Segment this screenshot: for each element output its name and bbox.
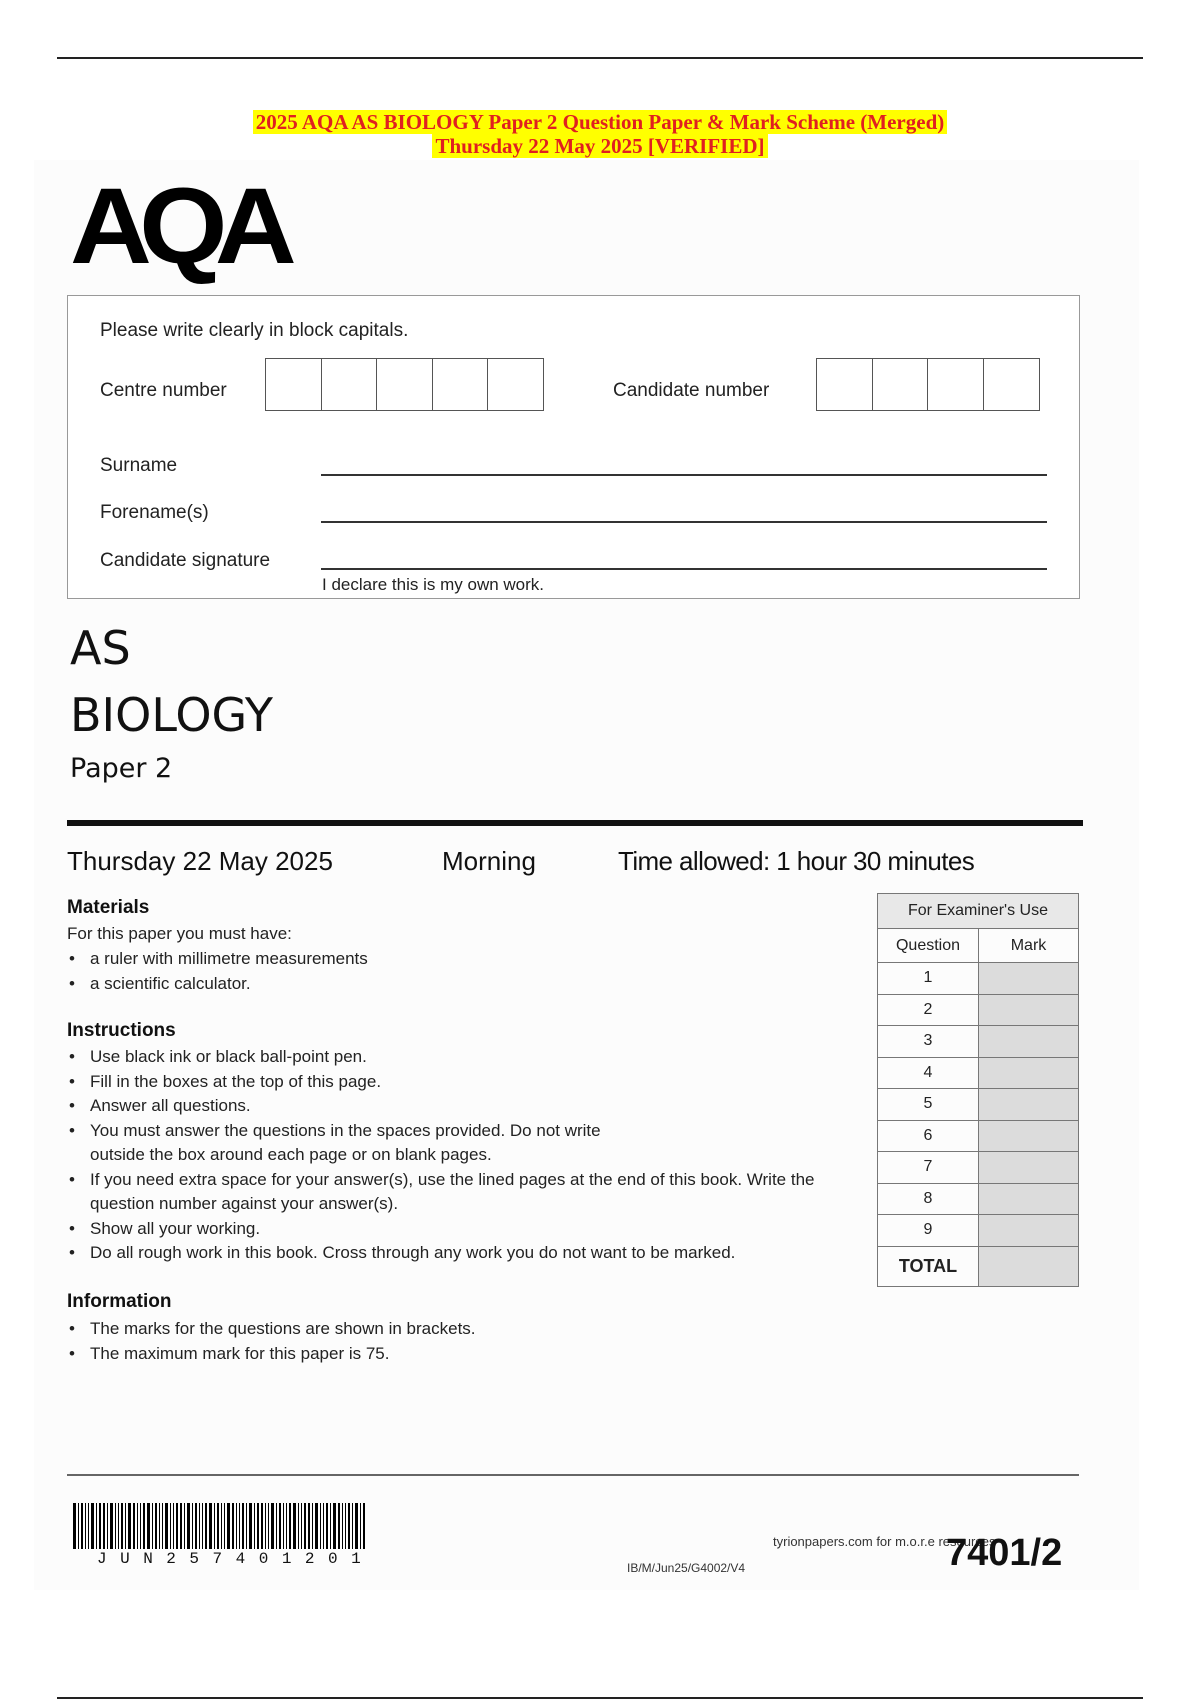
subject-name: BIOLOGY <box>70 688 273 742</box>
subject-level: AS <box>70 621 131 675</box>
paper-number: Paper 2 <box>70 753 173 784</box>
mark-column-header: Mark <box>979 929 1079 963</box>
barcode <box>73 1503 455 1549</box>
list-item: • The maximum mark for this paper is 75. <box>67 1342 867 1367</box>
surname-label: Surname <box>100 455 178 476</box>
centre-digit-box[interactable] <box>487 358 544 411</box>
total-mark-cell[interactable] <box>979 1246 1079 1286</box>
question-number: 9 <box>878 1215 979 1247</box>
mark-cell[interactable] <box>979 994 1079 1026</box>
centre-digit-box[interactable] <box>376 358 433 411</box>
signature-label: Candidate signature <box>100 550 271 571</box>
table-row <box>878 1120 1079 1152</box>
question-number: 8 <box>878 1183 979 1215</box>
instructions-list <box>67 1045 867 1266</box>
top-rule <box>57 57 1143 59</box>
bottom-rule <box>57 1697 1143 1699</box>
footer-rule <box>67 1474 1079 1476</box>
list-item: • Do all rough work in this book. Cross through any work you do not want to be marked. <box>67 1241 867 1266</box>
mark-cell[interactable] <box>979 1152 1079 1184</box>
paper-reference: IB/M/Jun25/G4002/V4 <box>627 1561 746 1575</box>
title-banner <box>0 110 1200 158</box>
information-heading: Information <box>67 1291 172 1312</box>
candidate-number-boxes[interactable] <box>816 358 1038 411</box>
mark-cell[interactable] <box>979 1183 1079 1215</box>
mark-cell[interactable] <box>979 963 1079 995</box>
time-allowed: Time allowed: 1 hour 30 minutes <box>618 846 975 876</box>
centre-number-label: Centre number <box>100 380 227 401</box>
centre-digit-box[interactable] <box>321 358 378 411</box>
question-number: 1 <box>878 963 979 995</box>
question-number: 7 <box>878 1152 979 1184</box>
list-item: • Fill in the boxes at the top of this page. <box>67 1070 867 1095</box>
centre-digit-box[interactable] <box>265 358 322 411</box>
mark-cell[interactable] <box>979 1057 1079 1089</box>
list-item: • You must answer the questions in the spaces provided. Do not write outside the box around each page or on blank pages. <box>67 1119 657 1168</box>
signature-field[interactable] <box>321 568 1047 570</box>
list-item: • Use black ink or black ball-point pen. <box>67 1045 867 1070</box>
candidate-digit-box[interactable] <box>816 358 873 411</box>
question-number: 4 <box>878 1057 979 1089</box>
total-label: TOTAL <box>878 1246 979 1286</box>
candidate-number-label: Candidate number <box>613 380 770 401</box>
table-row <box>878 1215 1079 1247</box>
paper-code: 7401/2 <box>946 1532 1063 1574</box>
question-number: 6 <box>878 1120 979 1152</box>
candidate-digit-box[interactable] <box>983 358 1040 411</box>
list-item: • a ruler with millimetre measurements <box>67 947 867 972</box>
forename-field[interactable] <box>321 521 1047 523</box>
surname-field[interactable] <box>321 474 1047 476</box>
question-number: 3 <box>878 1026 979 1058</box>
list-item: • a scientific calculator. <box>67 972 867 997</box>
exam-date: Thursday 22 May 2025 <box>67 846 333 876</box>
list-item: • Answer all questions. <box>67 1094 867 1119</box>
table-row <box>878 1183 1079 1215</box>
question-number: 5 <box>878 1089 979 1121</box>
table-row <box>878 963 1079 995</box>
table-row <box>878 1057 1079 1089</box>
centre-number-boxes[interactable] <box>265 358 543 411</box>
list-item: • If you need extra space for your answer(s), use the lined pages at the end of this book. Write the question number against your answer(s). <box>67 1168 847 1217</box>
table-row <box>878 1152 1079 1184</box>
aqa-logo: AQA <box>70 165 285 286</box>
list-item: • Show all your working. <box>67 1217 867 1242</box>
table-row <box>878 994 1079 1026</box>
mark-cell[interactable] <box>979 1120 1079 1152</box>
banner-line-2: Thursday 22 May 2025 [VERIFIED] <box>432 134 767 158</box>
barcode-text: JUN257401201 <box>97 1550 375 1568</box>
list-item: • The marks for the questions are shown in brackets. <box>67 1317 867 1342</box>
information-list <box>67 1317 867 1366</box>
materials-intro: For this paper you must have: <box>67 924 292 943</box>
centre-digit-box[interactable] <box>432 358 489 411</box>
mark-cell[interactable] <box>979 1089 1079 1121</box>
table-row <box>878 1089 1079 1121</box>
banner-line-1: 2025 AQA AS BIOLOGY Paper 2 Question Paper & Mark Scheme (Merged) <box>253 110 948 134</box>
table-row <box>878 1026 1079 1058</box>
declaration-text: I declare this is my own work. <box>322 575 545 594</box>
examiner-use-table <box>877 893 1079 1287</box>
candidate-digit-box[interactable] <box>927 358 984 411</box>
examiner-table-title: For Examiner's Use <box>878 894 1079 929</box>
question-number: 2 <box>878 994 979 1026</box>
question-column-header: Question <box>878 929 979 963</box>
candidate-digit-box[interactable] <box>872 358 929 411</box>
exam-session: Morning <box>442 846 536 876</box>
forename-label: Forename(s) <box>100 502 209 523</box>
block-capitals-instruction: Please write clearly in block capitals. <box>100 320 409 341</box>
section-divider <box>67 820 1083 826</box>
source-site-text: tyrionpapers.com for m.o.r.e resources <box>773 1534 996 1549</box>
materials-heading: Materials <box>67 897 150 918</box>
instructions-heading: Instructions <box>67 1020 176 1041</box>
total-row <box>878 1246 1079 1286</box>
materials-list <box>67 947 867 996</box>
mark-cell[interactable] <box>979 1215 1079 1247</box>
mark-cell[interactable] <box>979 1026 1079 1058</box>
